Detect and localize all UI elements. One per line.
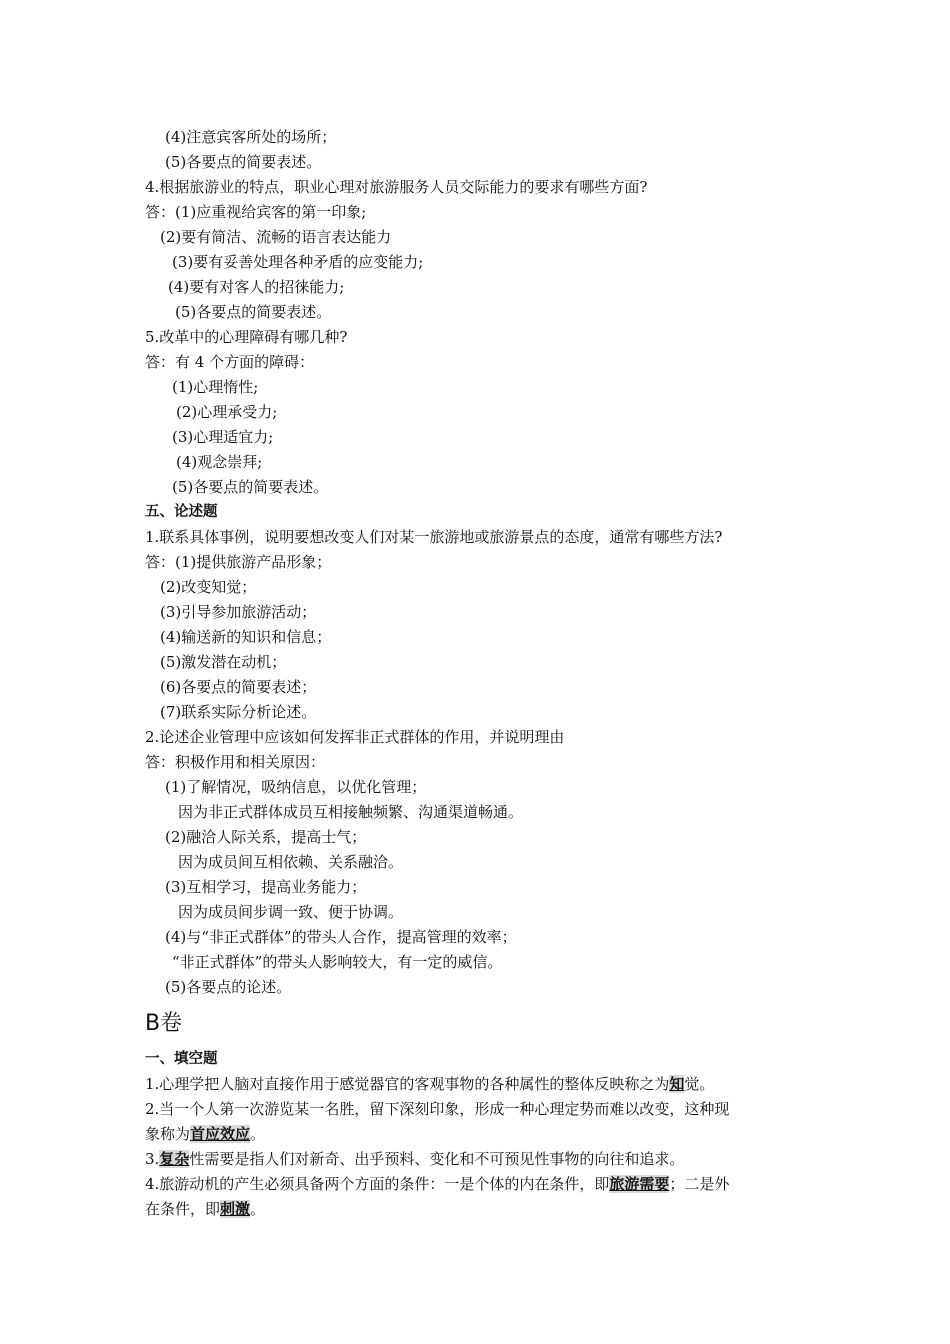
question-text: 4.旅游动机的产生必须具备两个方面的条件：一是个体的内在条件，即: [145, 1175, 610, 1193]
text-line: 因为成员间步调一致、便于协调。: [178, 903, 404, 921]
fill-question-2: 2.当一个人第一次游览某一名胜，留下深刻印象，形成一种心理定势而难以改变，这种现: [145, 1100, 730, 1118]
question-text: 。: [250, 1200, 266, 1218]
question-text: 3.: [145, 1150, 160, 1168]
text-line: (4)输送新的知识和信息；: [160, 628, 332, 646]
answer-highlight: 知: [669, 1075, 685, 1093]
fill-question-3: [145, 1147, 810, 1172]
fill-question-1: [145, 1072, 810, 1097]
text-line: (5)激发潜在动机；: [160, 653, 287, 671]
text-line: (3)要有妥善处理各种矛盾的应变能力;: [172, 253, 424, 271]
text-line: (1)了解情况，吸纳信息，以优化管理；: [165, 778, 427, 796]
text-line: (7)联系实际分析论述。: [160, 703, 317, 721]
text-line: (2)改变知觉；: [160, 578, 257, 596]
text-line: (5)各要点的简要表述。: [165, 153, 322, 171]
answer-line: 答：(1)提供旅游产品形象；: [145, 553, 332, 571]
fill-question-4: [145, 1172, 810, 1197]
text-line: (5)各要点的简要表述。: [172, 478, 329, 496]
question-text: 性需要是指人们对新奇、出乎预料、变化和不可预见性事物的向往和追求。: [189, 1150, 685, 1168]
text-line: (6)各要点的简要表述；: [160, 678, 317, 696]
answer-line: 答：积极作用和相关原因：: [145, 753, 326, 771]
question-line: 2.论述企业管理中应该如何发挥非正式群体的作用，并说明理由: [145, 728, 565, 746]
text-line: (3)引导参加旅游活动；: [160, 603, 317, 621]
text-line: (4)注意宾客所处的场所；: [165, 128, 337, 146]
text-line: 因为非正式群体成员互相接触频繁、沟通渠道畅通。: [178, 803, 524, 821]
text-line: “非正式群体”的带头人影响较大，有一定的威信。: [172, 953, 503, 971]
text-line: (3)互相学习，提高业务能力；: [165, 878, 367, 896]
part-title: B卷: [145, 1011, 183, 1036]
text-line: 因为成员间互相依赖、关系融洽。: [178, 853, 404, 871]
question-text: 觉。: [684, 1075, 715, 1093]
answer-line: 答：有 4 个方面的障碍：: [145, 353, 315, 371]
text-line: (2)心理承受力;: [176, 403, 278, 421]
text-line: (2)要有简洁、流畅的语言表达能力: [160, 228, 392, 246]
question-text: 1.心理学把人脑对直接作用于感觉器官的客观事物的各种属性的整体反映称之为: [145, 1075, 670, 1093]
question-line: 4.根据旅游业的特点，职业心理对旅游服务人员交际能力的要求有哪些方面?: [145, 178, 648, 196]
text-line: (2)融洽人际关系，提高士气；: [165, 828, 367, 846]
question-line: 1.联系具体事例，说明要想改变人们对某一旅游地或旅游景点的态度，通常有哪些方法?: [145, 528, 723, 546]
answer-highlight: 旅游需要: [609, 1175, 670, 1193]
question-text: 在条件，即: [145, 1200, 221, 1218]
text-line: (4)观念崇拜;: [176, 453, 263, 471]
answer-highlight: 首应效应: [190, 1125, 251, 1143]
answer-highlight: 刺激: [220, 1200, 251, 1218]
section-heading: 五、论述题: [145, 504, 218, 520]
text-line: (5)各要点的论述。: [165, 978, 292, 996]
section-heading: 一、填空题: [145, 1051, 218, 1067]
fill-question-4-cont: [145, 1197, 810, 1222]
text-line: (1)心理惰性;: [172, 378, 259, 396]
answer-highlight: 复杂: [159, 1150, 190, 1168]
answer-line: 答：(1)应重视给宾客的第一印象;: [145, 203, 367, 221]
question-text: 象称为: [145, 1125, 191, 1143]
text-line: (5)各要点的简要表述。: [175, 303, 332, 321]
fill-question-2-cont: [145, 1122, 810, 1147]
question-text: ；二是外: [669, 1175, 730, 1193]
text-line: (4)要有对客人的招徕能力;: [168, 278, 345, 296]
question-text: 。: [250, 1125, 266, 1143]
question-line: 5.改革中的心理障碍有哪几种?: [145, 328, 348, 346]
text-line: (4)与“非正式群体”的带头人合作，提高管理的效率；: [165, 928, 517, 946]
text-line: (3)心理适宜力;: [172, 428, 274, 446]
